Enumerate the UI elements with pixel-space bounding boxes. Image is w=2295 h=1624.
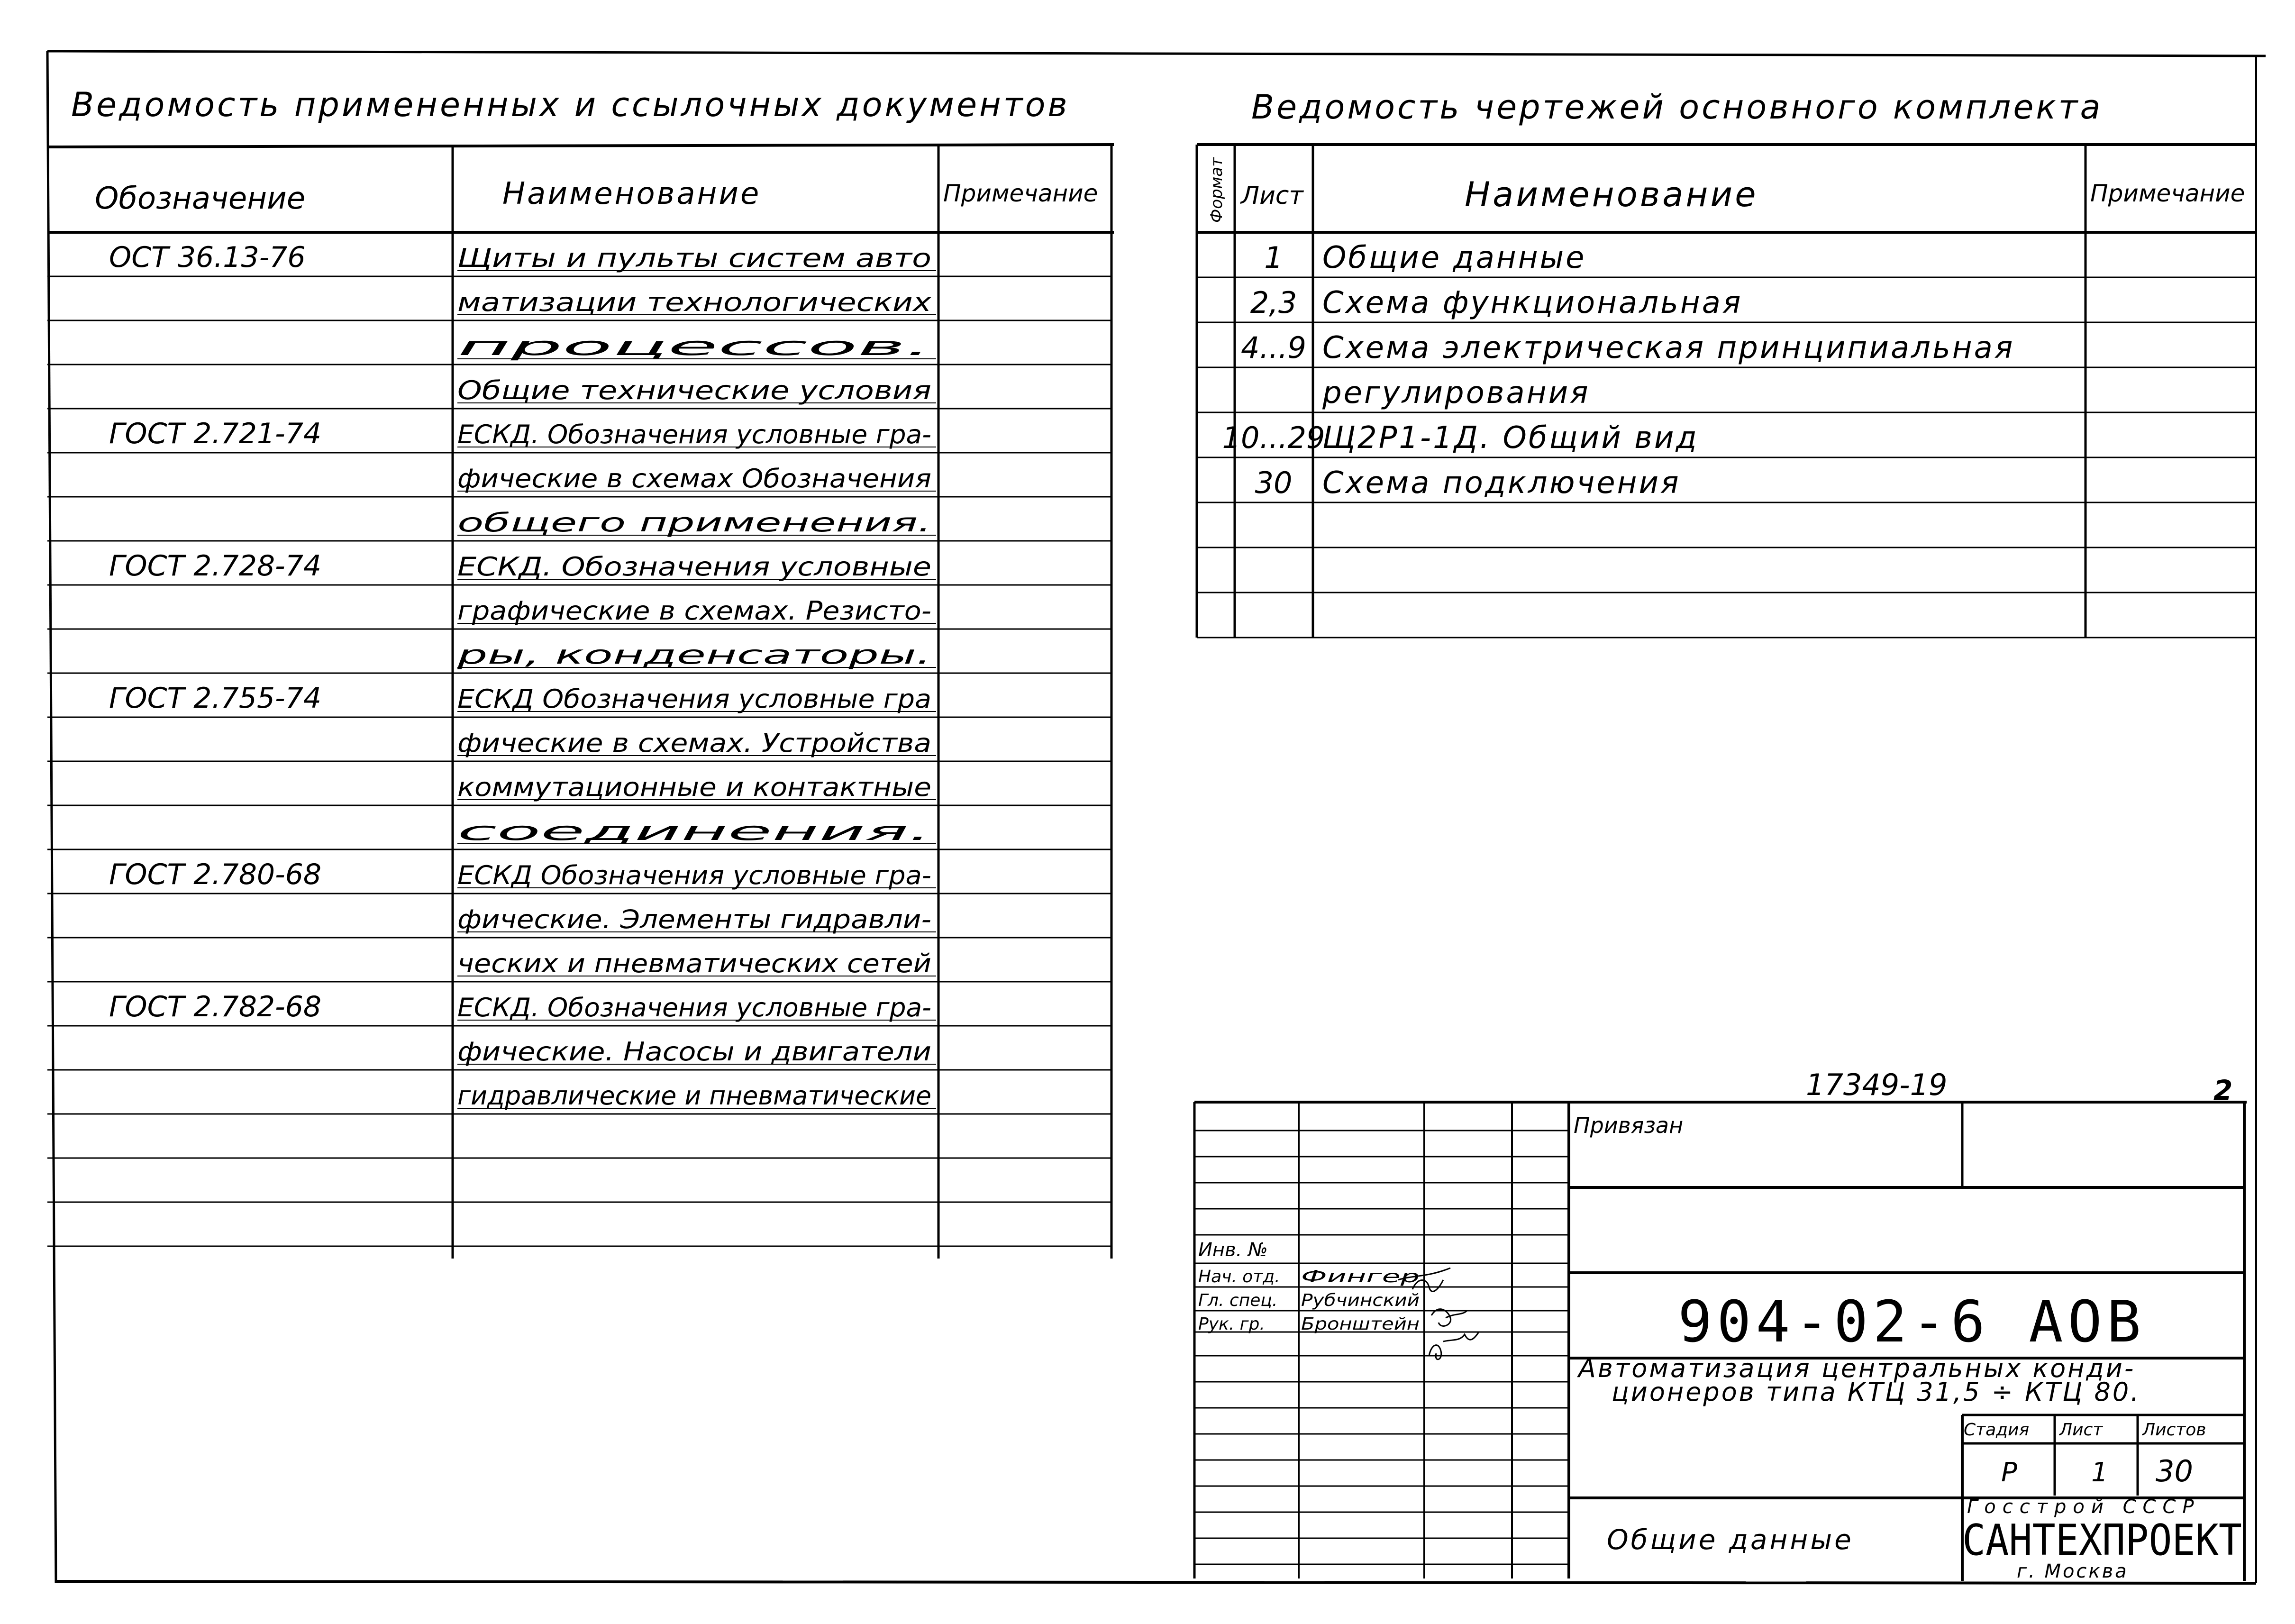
name-cell: соединения. (457, 816, 931, 846)
header-note: Примечание (943, 180, 1098, 207)
organization-city: г. Москва (2017, 1560, 2129, 1582)
name-cell: фические в схемах Обозначения (457, 464, 931, 493)
name-cell: фические. Элементы гидравли- (457, 904, 931, 934)
name-cell: ЕСКД Обозначения условные гра- (457, 860, 931, 890)
header-format: Формат (1207, 157, 1226, 223)
designation-cell: ГОСТ 2.782-68 (109, 990, 322, 1023)
designation-cell: ОСТ 36.13-76 (109, 241, 306, 274)
archive-number: 17349-19 (1806, 1067, 1948, 1102)
signer-role: Гл. спец. (1198, 1291, 1278, 1310)
name-cell: коммутационные и контактные (457, 772, 931, 802)
drawing-designation: 904-02-6 АОВ (1678, 1289, 2146, 1355)
name-cell: Общие технические условия (457, 375, 931, 405)
page-number: 2 (2213, 1074, 2233, 1106)
right-table-header (1207, 157, 2245, 223)
designation-cell: ГОСТ 2.721-74 (109, 417, 322, 450)
drawing-name-cell: регулирования (1322, 375, 1590, 411)
left-table-header (95, 176, 1098, 216)
header-name-right: Наименование (1465, 174, 1758, 214)
drawing-name-cell: Схема электрическая принципиальная (1322, 330, 2015, 365)
header-sheet: Лист (1241, 182, 1303, 210)
header-designation: Обозначение (95, 181, 306, 216)
drawing-name-cell: Схема подключения (1322, 465, 1681, 501)
right-table-title: Ведомость чертежей основного комплекта (1251, 88, 2103, 127)
drawing-name-cell: Общие данные (1322, 240, 1586, 275)
sheet-number-cell: 10...29 (1222, 420, 1325, 455)
name-cell: фические в схемах. Устройства (457, 728, 931, 758)
right-table-body (1222, 240, 2015, 501)
sheets-label: Листов (2142, 1420, 2206, 1440)
organization-parent: Госстрой СССР (1967, 1496, 2201, 1518)
sheet-number-cell: 2,3 (1250, 285, 1297, 320)
designation-cell: ГОСТ 2.728-74 (109, 549, 322, 583)
drawing-name-cell: Щ2Р1-1Д. Общий вид (1322, 420, 1699, 456)
signature-2 (1431, 1309, 1467, 1326)
signer-name: Фингер (1301, 1267, 1420, 1286)
sheet-number-cell: 1 (1264, 240, 1283, 275)
designation-cell: ГОСТ 2.755-74 (109, 682, 322, 715)
left-table-body (109, 241, 936, 1111)
name-cell: ЕСКД. Обозначения условные (457, 552, 931, 582)
project-title-line-1: Автоматизация центральных конди- (1578, 1353, 2136, 1383)
organization-name: САНТЕХПРОЕКТ (1962, 1515, 2242, 1565)
name-cell: ЕСКД. Обозначения условные гра- (457, 420, 931, 449)
name-cell: гидравлические и пневматические (457, 1081, 931, 1111)
title-block (1194, 1067, 2247, 1582)
designation-cell: ГОСТ 2.780-68 (109, 858, 322, 891)
project-title-line-2: ционеров типа КТЦ 31,5 ÷ КТЦ 80. (1612, 1377, 2141, 1407)
name-cell: общего применения. (457, 508, 931, 538)
sheet-label: Лист (2059, 1420, 2103, 1440)
drawing-name-cell: Схема функциональная (1322, 285, 1743, 320)
left-table-title: Ведомость примененных и ссылочных документов (71, 85, 1070, 124)
sheet-number-cell: 4...9 (1240, 330, 1307, 365)
name-cell: ры, конденсаторы. (456, 640, 931, 670)
name-cell: ческих и пневматических сетей (457, 949, 931, 978)
sheets-value: 30 (2156, 1454, 2193, 1488)
stage-label: Стадия (1964, 1420, 2030, 1440)
name-cell: графические в схемах. Резисто- (457, 596, 931, 626)
name-cell: ЕСКД. Обозначения условные гра- (457, 993, 931, 1022)
bound-label: Привязан (1574, 1113, 1684, 1138)
signer-role: Нач. отд. (1198, 1267, 1280, 1286)
name-cell: процессов. (457, 331, 931, 361)
signer-name: Бронштейн (1301, 1314, 1420, 1334)
document-title: Общие данные (1607, 1524, 1854, 1556)
sheet-value: 1 (2091, 1457, 2108, 1488)
name-cell: фические. Насосы и двигатели (457, 1037, 931, 1067)
name-cell: Щиты и пульты систем авто (457, 243, 931, 273)
signers-list (1198, 1267, 1420, 1334)
name-cell: матизации технологических (457, 287, 932, 317)
header-name: Наименование (502, 176, 761, 211)
header-note-right: Примечание (2090, 180, 2245, 207)
signer-name: Рубчинский (1301, 1291, 1420, 1310)
stage-value: Р (2001, 1457, 2017, 1488)
inventory-label: Инв. № (1198, 1239, 1268, 1261)
name-cell: ЕСКД Обозначения условные гра (457, 684, 931, 714)
signer-role: Рук. гр. (1198, 1314, 1265, 1334)
sheet-number-cell: 30 (1255, 465, 1293, 500)
